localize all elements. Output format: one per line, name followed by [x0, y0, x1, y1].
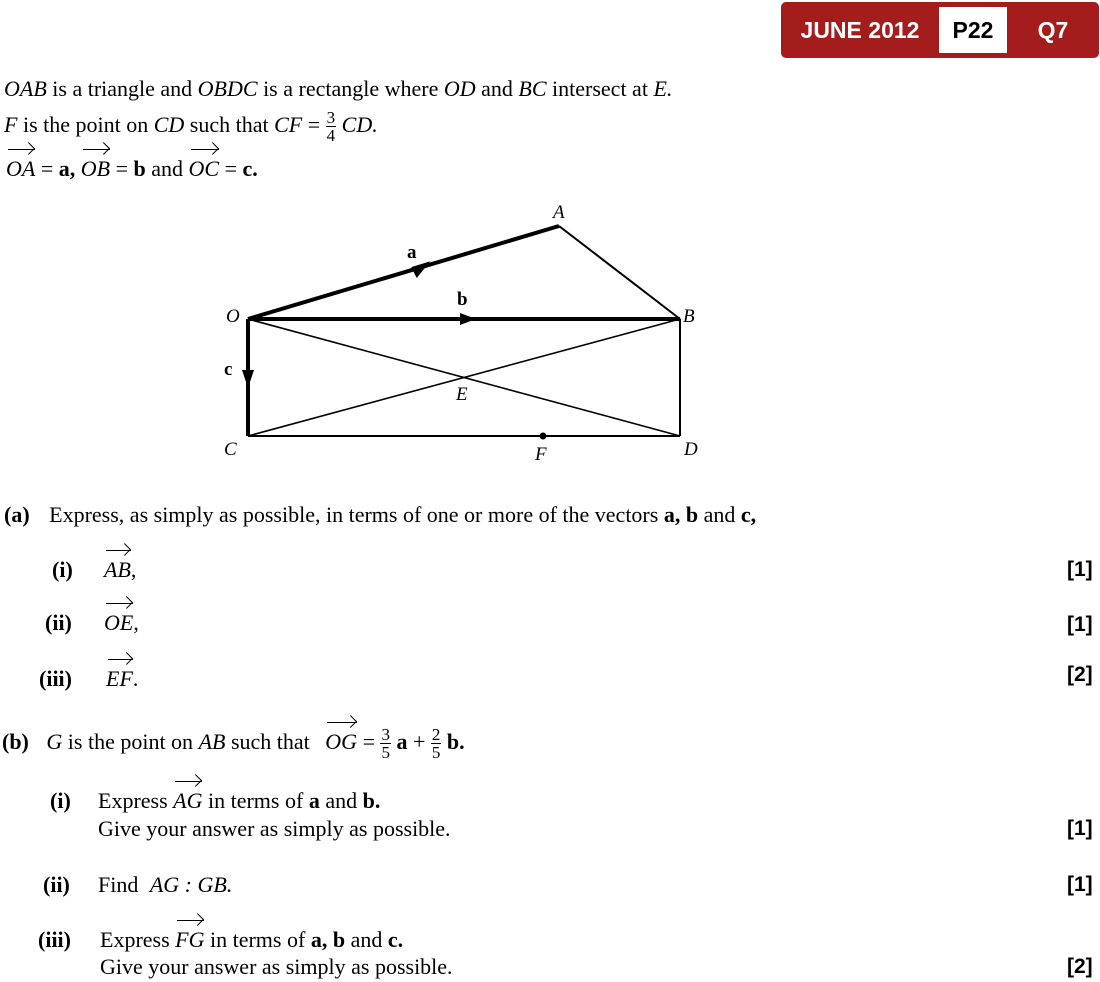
intro-line-1: OAB is a triangle and OBDC is a rectangle where OD and BC intersect at E.: [4, 76, 673, 101]
label-e: E: [456, 384, 468, 405]
label-a: A: [553, 202, 565, 223]
label-d: D: [684, 439, 698, 460]
vector-ob: OB: [80, 156, 111, 181]
marks-a-ii: [1]: [1067, 613, 1093, 636]
label-o: O: [226, 306, 240, 327]
intro-line-3: OA = a, OB = b and OC = c.: [6, 156, 258, 181]
segment-oa: [248, 226, 559, 319]
arrow-c-icon: [242, 370, 254, 388]
part-b-prompt: (b) G is the point on AB such that OG = $\frac{3}{5}$ a + $\frac{2}{5}$ b.: [2, 725, 465, 762]
fraction-two-fifths: $\frac{2}{5}$: [431, 725, 441, 762]
fraction-three-quarters: $\frac{3}{4}$: [326, 108, 336, 145]
part-a-item-i: (i) AB,: [52, 557, 137, 582]
marks-b-ii: [1]: [1067, 873, 1093, 896]
intro-line-2: F is the point on CD such that CF = $\frac{3}{4}$ CD.: [4, 108, 378, 145]
marks-a-i: [1]: [1067, 558, 1093, 581]
part-a-item-iii: (iii) EF.: [39, 666, 139, 691]
marks-b-iii: [2]: [1067, 955, 1093, 978]
fraction-three-fifths: $\frac{3}{5}$: [381, 725, 390, 762]
label-b: B: [683, 306, 695, 327]
paper-code: P22: [939, 7, 1007, 53]
marks-b-i: [1]: [1067, 817, 1093, 840]
part-b-item-iii: (iii) Express FG in terms of a, b and c.: [38, 927, 404, 952]
label-vector-c: c: [224, 359, 233, 380]
part-a-item-ii: (ii) OE,: [45, 610, 139, 635]
vector-oa: OA: [6, 156, 36, 181]
label-vector-a: a: [407, 242, 417, 263]
arrow-b-icon: [460, 313, 476, 325]
vector-oc: OC: [188, 156, 220, 181]
label-f: F: [535, 444, 547, 465]
part-b-item-iii-line2: Give your answer as simply as possible.: [100, 954, 453, 979]
question-number: Q7: [1037, 16, 1069, 43]
label-vector-b: b: [457, 289, 468, 310]
part-b-item-ii: (ii) Find AG : GB.: [43, 872, 233, 897]
point-f-dot: [540, 433, 547, 440]
part-a-prompt: (a) Express, as simply as possible, in terms of one or more of the vectors a, b and c,: [4, 502, 757, 527]
marks-a-iii: [2]: [1067, 663, 1093, 686]
part-b-item-i-line2: Give your answer as simply as possible.: [98, 816, 451, 841]
part-b-item-i: (i) Express AG in terms of a and b.: [50, 788, 381, 813]
exam-date: JUNE 2012: [800, 16, 920, 43]
label-c: C: [224, 439, 237, 460]
segment-ab: [559, 226, 680, 319]
vector-og: OG: [325, 729, 358, 754]
